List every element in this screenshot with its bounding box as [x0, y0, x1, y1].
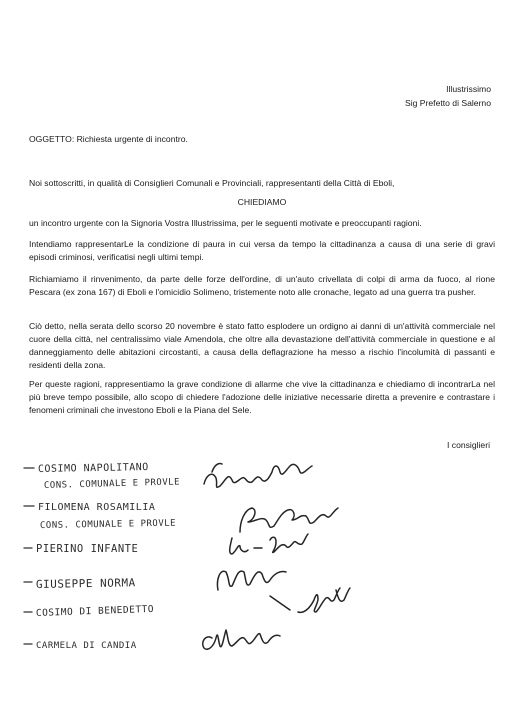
subject-line: OGGETTO: Richiesta urgente di incontro.	[29, 134, 188, 144]
signer-name: CARMELA DI CANDIA	[36, 641, 137, 651]
handwritten-signature	[240, 508, 338, 532]
signature-entry	[24, 502, 338, 532]
signer-role: CONS. COMUNALE E PROVLE	[43, 477, 181, 491]
addressee-title: Illustrissimo	[446, 84, 491, 94]
signature-entry	[24, 462, 312, 491]
body-paragraph: Richiamiamo il rinvenimento, da parte delle forze dell'ordine, di un'auto crivellata di colpi di arma da fuoco, al rione Pescara (ex zona 167) di Eboli e l'omicidio Solimeno, tristemente noto alle cronache, legato ad una guerra tra pusher.	[29, 274, 495, 297]
signer-role: CONS. COMUNALE E PROVLE	[39, 518, 177, 531]
signers-heading: I consiglieri	[447, 440, 490, 450]
signatures-area	[0, 450, 523, 690]
signature-entry	[24, 588, 350, 619]
signer-name: FILOMENA ROSAMILIA	[38, 502, 156, 513]
handwritten-signature	[204, 464, 312, 487]
body-paragraph: Per queste ragioni, rappresentiamo la grave condizione di allarme che vive la cittadinanza e chiediamo di incontrarLa nel più breve tempo possibile, allo scopo di chiedere l'adozione delle iniziative necessarie diretta a prevenire e contrastare i fenomeni criminali che investono Eboli e la Piana del Sele.	[29, 379, 495, 415]
intro-paragraph: Noi sottoscritti, in qualità di Consiglieri Comunali e Provinciali, rappresentanti della Città di Eboli,	[29, 178, 395, 188]
body-paragraph: Ciò detto, nella serata dello scorso 20 novembre è stato fatto esplodere un ordigno ai danni di un'attività commerciale nel cuore della città, nel centralissimo viale Amendola, che oltre alla devastazione dell'attività commerciale in questione e al danneggiamento delle abitazioni circostanti, a causa della deflagrazione ha messo a rischio l'incolumità di passanti e residenti della zona.	[29, 321, 495, 370]
signature-entry	[24, 571, 286, 591]
body-paragraph: un incontro urgente con la Signoria Vostra Illustrissima, per le seguenti motivate e preoccupanti ragioni.	[29, 218, 422, 228]
handwritten-signature	[298, 588, 350, 612]
signer-name: GIUSEPPE NORMA	[35, 576, 136, 591]
addressee-block	[405, 82, 491, 110]
signer-name: PIERINO INFANTE	[36, 543, 139, 555]
signer-name: COSIMO NAPOLITANO	[37, 462, 149, 475]
body-paragraph: Intendiamo rappresentarLe la condizione di paura in cui versa da tempo la cittadinanza a causa di una serie di gravi episodi criminosi, verificatisi negli ultimi tempi.	[29, 239, 495, 262]
addressee-name: Sig Prefetto di Salerno	[405, 98, 491, 108]
signature-entry	[24, 534, 308, 555]
handwritten-signature	[203, 630, 280, 649]
handwritten-signature	[230, 534, 308, 554]
signer-name: COSIMO DI BENEDETTO	[35, 603, 155, 619]
request-heading: CHIEDIAMO	[237, 197, 287, 207]
handwritten-signature	[217, 571, 286, 590]
signature-entry	[24, 630, 280, 651]
